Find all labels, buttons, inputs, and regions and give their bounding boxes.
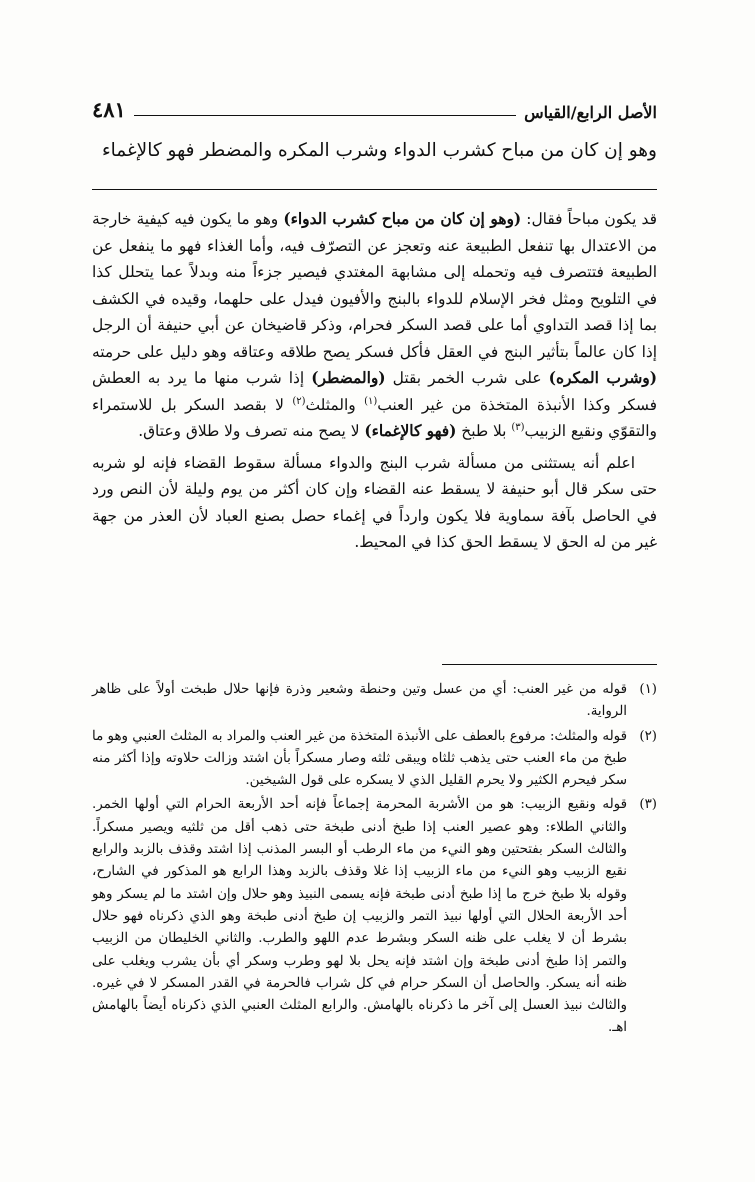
commentary-text: وهو ما يكون فيه كيفية خارجة من الاعتدال بها تنفعل الطبيعة عنه وتعجز عن التصرّف فيه، وأما الغذاء فهو ما ينفعل عن الطبيعة فتتصرف فيه وتحمله إلى مشابهة المغتدي فيصير جزءاً منه وبدلاً عما يتحلل كذا في التلويح ومثل فخر الإسلام للدواء بالبنج والأفيون فيدل على حلهما، وقيده في الكشف بما إذا قصد التداوي أما على قصد السكر فحرام، وذكر قاضيخان عن أبي حنيفة أن الرجل إذا كان عالماً بتأثير البنج في العقل فأكل فسكر يصح طلاقه وعتاقه وهو دليل على حرمته xyxy=(92,210,657,361)
footnote-number: (٣) xyxy=(639,797,657,813)
footnote-2 xyxy=(92,726,657,793)
commentary-text: قد يكون مباحاً فقال: xyxy=(521,210,657,228)
footnote-ref-1[interactable]: (١) xyxy=(364,395,378,407)
quoted-matn: (وشرب المكره) xyxy=(548,369,657,387)
commentary-text: والمثلث xyxy=(305,395,365,414)
commentary-paragraph-2: اعلم أنه يستثنى من مسألة شرب البنج والدواء مسألة سقوط القضاء فإنه لو شربه حتى سكر قال أبو حنيفة لا يسقط عنه القضاء وإن كان أكثر من يوم وليلة لأن النص ورد في الحاصل بآفة سماوية فلا يكون وارداً في إغماء حصل بصنع العباد لأن العذر من جهة غير من له الحق لا يسقط الحق كذا في المحيط. xyxy=(92,453,657,551)
footnote-divider xyxy=(442,664,657,665)
footnote-ref-2[interactable]: (٢) xyxy=(292,395,306,407)
quoted-matn: (فهو كالإغماء) xyxy=(364,422,457,440)
footnote-ref-3[interactable]: (٣) xyxy=(511,421,525,433)
matn-text: وهو إن كان من مباح كشرب الدواء وشرب المكره والمضطر فهو كالإغماء xyxy=(101,140,657,161)
commentary-paragraph-1 xyxy=(92,206,657,445)
commentary-text: لا بقصد السكر بل للاستمراء والتقوّي ونقيع الزبيب xyxy=(92,395,657,440)
commentary-text: لا يصح منه تصرف ولا طلاق وعتاق. xyxy=(138,422,365,440)
chapter-title: الأصل الرابع/القياس xyxy=(524,103,657,122)
commentary-text: بلا طبخ xyxy=(456,422,512,440)
quoted-matn: (والمضطر) xyxy=(311,369,386,387)
footnote-1 xyxy=(92,679,657,724)
footnote-number: (١) xyxy=(639,682,657,697)
footnote-text: قوله ونقيع الزبيب: هو من الأشربة المحرمة إجماعاً فإنه أحد الأربعة الحرام التي أولها الخمر. والثاني الطلاء: وهو عصير العنب إذا طبخ أدنى طبخة حتى ذهب أقل من ثلثيه ويصير مسكراً. والثالث السكر بفتحتين وهو النيء من ماء الرطب أو البسر المذنب إذا اشتد وقذف بالزبد والرابع نقيع الزبيب وهو النيء من ماء الزبيب إذا غلا وقذف بالزبد وهذا الرابع هو المذكور في الشارح، وقوله بلا طبخ خرج ما إذا طبخ أدنى طبخة فإنه يسمى النبيذ وهو حلال وإن اشتد ما لم يسكر وهو أحد الأربعة الحلال التي أولها نبيذ التمر والزبيب إن طبخ أدنى طبخة وهو الذي ذكرناه فهو حلال بشرط أن لا يغلب على ظنه السكر وبشرط عدم اللهو والطرب. والثاني الخليطان من الزبيب والتمر إذا طبخ أدنى طبخة وإن اشتد فإنه يحل بلا لهو وطرب وسكر أي بأن يشرب ويغلب على ظنه أنه يسكر. والحاصل أن السكر حرام في كل شراب فالحرمة في القدر المسكر لا في غيره. والثالث نبيذ العسل إلى آخر ما ذكرناه بالهامش. والرابع المثلث العنبي الذي ذكرناه أيضاً بالهامش اهـ. xyxy=(92,797,627,1036)
quoted-matn: (وهو إن كان من مباح كشرب الدواء) xyxy=(283,210,522,228)
footnote-3 xyxy=(92,794,657,1039)
footnotes xyxy=(92,679,657,1042)
footnote-text: قوله والمثلث: مرفوع بالعطف على الأنبذة المتخذة من غير العنب والمراد به المثلث العنبي وهو ما طبخ من ماء العنب حتى يذهب ثلثاه ويبقى ثلثه وصار مسكراً بأن اشتد وزالت حلاوته وإذا أكثر منه سكر فيحرم الكثير ولا يحرم القليل الذي لا يسكره على قول الشيخين. xyxy=(92,728,627,789)
footnote-text: قوله من غير العنب: أي من عسل وتين وحنطة وشعير وذرة فإنها حلال طبخت أولاً على ظاهر الرواية. xyxy=(92,682,627,720)
page-number: ٤٨١ xyxy=(92,97,126,122)
commentary xyxy=(92,206,657,556)
footnote-number: (٢) xyxy=(639,728,657,744)
commentary-text: إذا شرب منها ما يرد به العطش فسكر وكذا الأنبذة المتخذة من غير العنب xyxy=(92,369,657,414)
header-rule xyxy=(134,115,516,116)
running-header xyxy=(92,92,657,122)
matn-divider xyxy=(92,189,657,190)
commentary-text: على شرب الخمر بقتل xyxy=(385,369,549,387)
